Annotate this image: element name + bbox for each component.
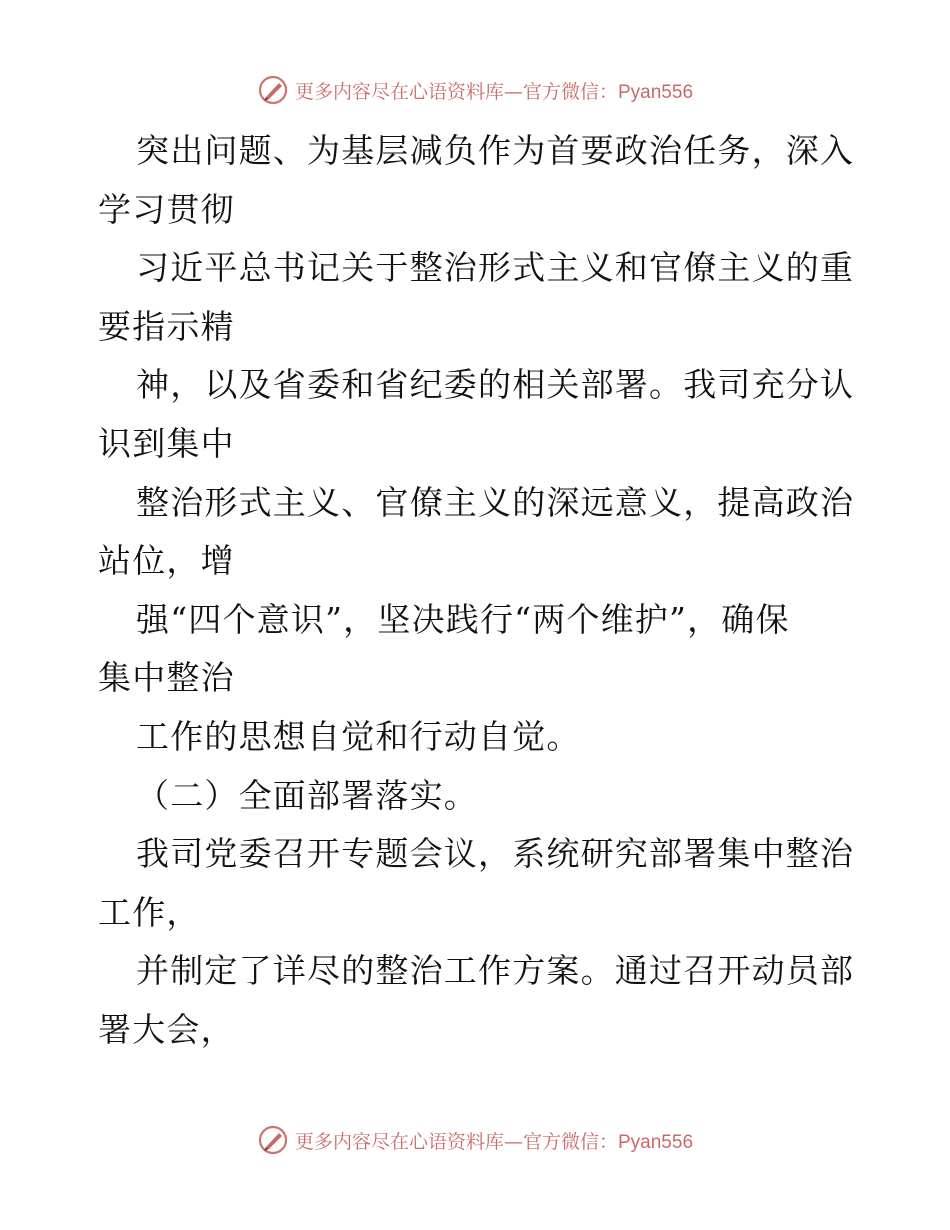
- watermark-text: 更多内容尽在心语资料库—官方微信：Pyan556: [294, 1130, 694, 1153]
- document-body: [98, 122, 858, 1060]
- text-line: 习近平总书记关于整治形式主义和官僚主义的重: [136, 248, 855, 288]
- pen-logo-icon: [257, 1124, 289, 1156]
- text-line: 工作的思想自觉和行动自觉。: [136, 716, 581, 756]
- text-line: 识到集中: [98, 423, 235, 463]
- watermark-header: [0, 70, 950, 110]
- text-line: 神，以及省委和省纪委的相关部署。我司充分认: [136, 365, 855, 405]
- pen-logo-icon: [257, 74, 289, 106]
- text-line: 我司党委召开专题会议，系统研究部署集中整治: [136, 834, 855, 874]
- text-line: 学习贯彻: [98, 189, 235, 229]
- text-line: 突出问题、为基层减负作为首要政治任务，深入: [136, 131, 855, 170]
- text-line: 集中整治: [98, 658, 235, 698]
- text-line: 并制定了详尽的整治工作方案。通过召开动员部: [136, 951, 855, 991]
- text-line: 强“四个意识”，坚决践行“两个维护”，确保: [136, 599, 790, 639]
- watermark-text: 更多内容尽在心语资料库—官方微信：Pyan556: [294, 80, 694, 103]
- text-line: 署大会，: [98, 1009, 235, 1049]
- text-line: 整治形式主义、官僚主义的深远意义，提高政治: [136, 482, 855, 522]
- text-line: 要指示精: [98, 306, 235, 346]
- text-line: 站位，增: [98, 541, 235, 581]
- text-line: 工作，: [98, 892, 201, 932]
- watermark-footer: [0, 1120, 950, 1160]
- text-line: （二）全面部署落实。: [136, 775, 478, 815]
